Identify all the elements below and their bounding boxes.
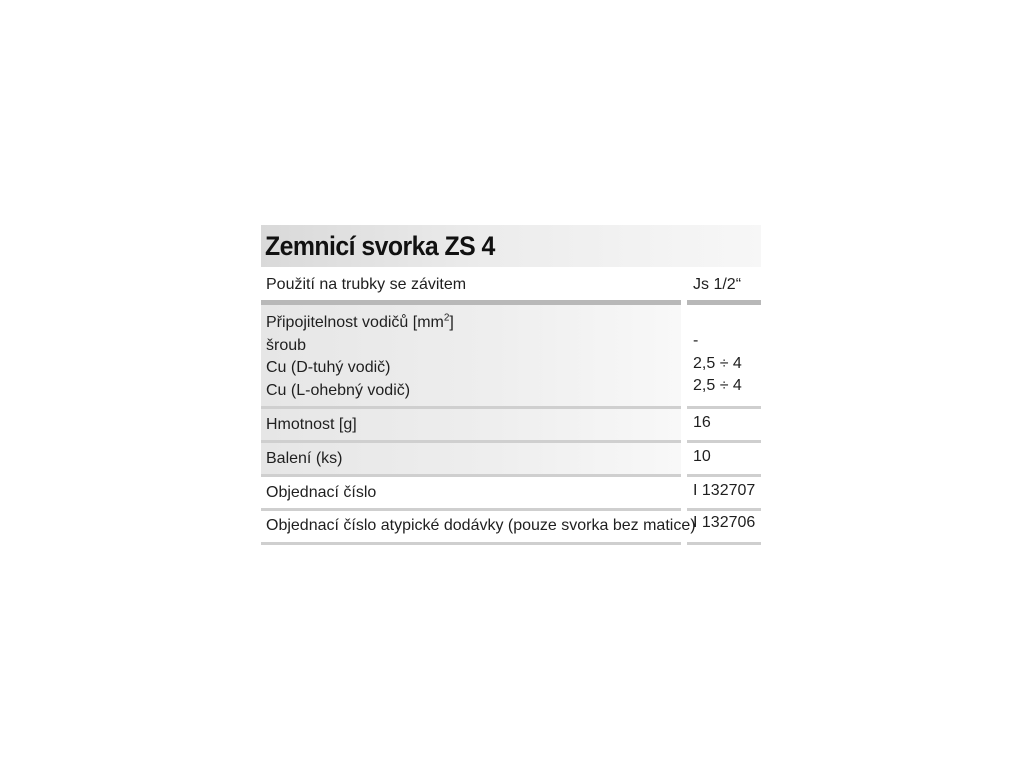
table-row-connectivity	[261, 305, 761, 409]
table-row-atypical-order-number	[261, 511, 761, 545]
row-label	[261, 443, 681, 477]
row-label	[261, 305, 681, 409]
value-line: 2,5 ÷ 4	[693, 377, 742, 394]
title-bar	[261, 225, 761, 267]
label-line: Objednací číslo	[266, 484, 377, 501]
value-line: 2,5 ÷ 4	[693, 354, 742, 372]
row-label	[261, 477, 681, 511]
table-row-order-number	[261, 477, 761, 511]
row-value	[687, 511, 761, 545]
value-line: 16	[693, 414, 711, 431]
label-line	[266, 312, 681, 335]
label-line: Cu (L-ohebný vodič)	[266, 381, 411, 399]
value-line: I 132707	[693, 482, 756, 499]
label-line: Použití na trubky se závitem	[266, 276, 467, 293]
table-row-packaging	[261, 443, 761, 477]
label-line-suffix: ]	[449, 314, 454, 331]
label-line: Balení (ks)	[266, 450, 343, 467]
value-line: -	[693, 332, 699, 349]
product-title: Zemnicí svorka ZS 4	[265, 230, 495, 261]
value-line: I 132706	[693, 514, 756, 531]
label-line: Objednací číslo atypické dodávky (pouze svorka bez matice)	[266, 517, 696, 534]
table-row-weight	[261, 409, 761, 443]
label-line: Cu (D-tuhý vodič)	[266, 359, 391, 376]
label-line: šroub	[266, 336, 307, 354]
row-label	[261, 409, 681, 443]
label-line-text: Připojitelnost vodičů [mm	[266, 314, 444, 331]
table-row-usage	[261, 267, 761, 305]
row-label	[261, 267, 681, 305]
row-label	[261, 511, 696, 545]
value-line: 10	[693, 448, 711, 465]
row-value	[687, 409, 761, 443]
row-value	[687, 477, 761, 511]
label-line: Hmotnost [g]	[266, 416, 357, 433]
superscript: 2	[443, 312, 450, 324]
row-value	[687, 267, 761, 305]
value-line: Js 1/2“	[693, 276, 742, 293]
row-value	[687, 305, 761, 409]
spec-card	[261, 225, 761, 545]
row-value	[687, 443, 761, 477]
